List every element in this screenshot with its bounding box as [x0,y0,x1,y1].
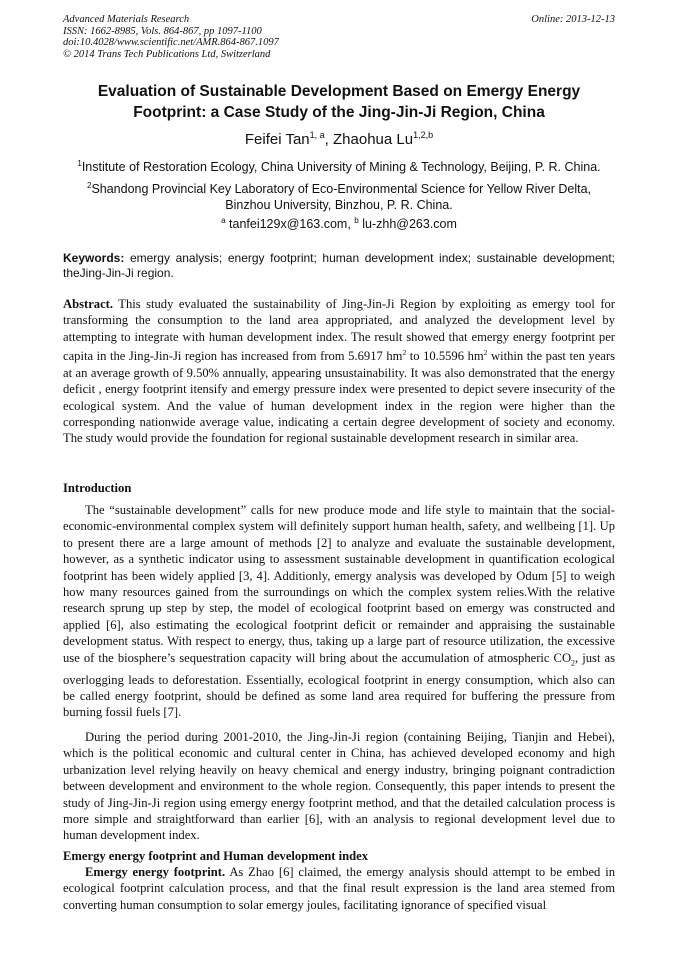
running-header [63,14,615,60]
abstract-text-3: within the past ten years at an average growth of 9.50% annually, appearing unsustainability. It was also demonstrated that the energy deficit , energy footprint itensify and emergy pressure index were presented to depict severe insecurity of the ecological system. And the value of human development index in the region were higher than the corresponding nationwide average value, indicating a certain degree development of society and economy. The study would provide the foundation for regional sustainable development research in similar area. [63,349,615,446]
author-separator: , [324,131,333,148]
introduction-paragraph-1 [63,502,615,721]
abstract-text-1: This study evaluated the sustainability of Jing-Jin-Ji Region by exploiting as emergy tool for transforming the consumption to the land area appropriated, and analyzed the development level by attempting to integrate with human development index. The result showed that emergy energy footprint per capita in the Jing-Jin-Ji region has increased from from 5.6917 hm [63,297,615,364]
section-2-subheading: Emergy energy footprint. [85,865,226,879]
title-line-1: Evaluation of Sustainable Development Based on Emergy Energy [97,83,581,100]
email-b-sup: b [354,216,359,225]
affiliation-2-line-1: Shandong Provincial Key Laboratory of Eco-Environmental Science for Yellow River Delta, [91,182,592,197]
author-2-name: Zhaohua Lu [333,131,414,148]
journal-name: Advanced Materials Research [63,14,190,25]
author-2-sup: 1,2,b [413,130,434,140]
paper-title [60,81,618,123]
intro-p1-sub: 2 [571,658,576,668]
keywords-text: emergy analysis; energy footprint; human development index; sustainable development; theJing-Jin-Ji region. [63,251,615,280]
introduction-paragraph-2: During the period during 2001-2010, the Jing-Jin-Ji region (containing Beijing, Tianjin and Hebei), which is the political economic and cultural center in China, has achieved developed economy and high urbanization level relying heavily on heavy chemical and energy industry, bringing poignant contradiction between development and environment to the whole region. Consequently, this paper intends to present the study of Jing-Jin-Ji region using emergy energy footprint method, and that the detailed calculation process is more simple and straightforward than earlier [6], with an analysis to regional development level due to human development index. [63,730,615,843]
intro-p1-text-b: , just as overlogging leads to deforestation. Essentially, ecological footprint in energy consumption, which also can be called energy footprint, should be defined as some land area required for buffering the pressure from burning fossil fuels [7]. [63,650,615,720]
affiliation-1-sup: 1 [77,159,82,168]
affiliation-2 [60,178,618,213]
email-a-sup: a [221,216,226,225]
author-1-sup: 1, a [309,130,325,140]
section-2-text: As Zhao [6] claimed, the emergy analysis should attempt to be embed in ecological footprint calculation process, and that the final result expression is the land area stemed from converting human consumption to solar emergy joules, facilitating ignorance of specified visual [63,865,615,912]
author-emails [60,213,618,232]
issn-line: ISSN: 1662-8985, Vols. 864-867, pp 1097-1100 [63,25,262,37]
affiliation-1 [60,156,618,175]
keywords [63,251,615,281]
abstract-text-2: to 10.5596 hm [406,349,484,364]
doi-line: doi:10.4028/www.scientific.net/AMR.864-867.1097 [63,37,279,48]
abstract-sup-1: 2 [402,348,407,358]
section-2-heading: Emergy energy footprint and Human development index [63,849,369,863]
email-b: lu-zhh@263.com [358,217,457,232]
affiliation-2-sup: 2 [86,181,92,190]
author-1-name: Feifei Tan [244,131,310,148]
affiliation-2-line-2: Binzhou University, Binzhou, P. R. China. [225,198,453,213]
keywords-label: Keywords: [63,251,125,265]
title-line-2: Footprint: a Case Study of the Jing-Jin-Ji Region, China [133,104,545,121]
email-a: tanfei129x@163.com, [225,217,355,232]
online-date: Online: 2013-12-13 [531,14,615,25]
abstract-label: Abstract. [63,297,114,311]
affiliation-1-text: Institute of Restoration Ecology, China University of Mining & Technology, Beijing, P. R. China. [81,160,601,175]
copyright-line: © 2014 Trans Tech Publications Ltd, Switzerland [63,48,271,60]
intro-p1-text-a: The “sustainable development” calls for new produce mode and life style to maintain that the social-economic-environmental complex system will definitely support human health, safety, and wellbeing [1]. Up to present there are a large amount of methods [2] to analyze and evaluate the sustainable development, however, as a synthetic indicator using to assessment sustainable development in quantification ecological footprint has been widely applied [3, 4]. Additionly, emergy analysis was developed by Odum [5] to weigh how many resources gained from the surroundings on which the complex system relies.With the relative research sprung up step by step, the model of ecological footprint based on emergy was constructed and applied [6], also estimating the ecological footprint deficit or remainder and appraising the sustainable development status. With respect to energy, thus, taking up a large part of resource utilization, the excessive use of the biosphere’s sequestration capacity will bring about the accumulation of atmospheric CO [63,503,615,665]
author-list [60,130,618,148]
abstract [63,296,615,447]
abstract-sup-2: 2 [483,348,488,358]
section-2-paragraph-1 [63,864,615,913]
introduction-heading: Introduction [63,481,132,495]
